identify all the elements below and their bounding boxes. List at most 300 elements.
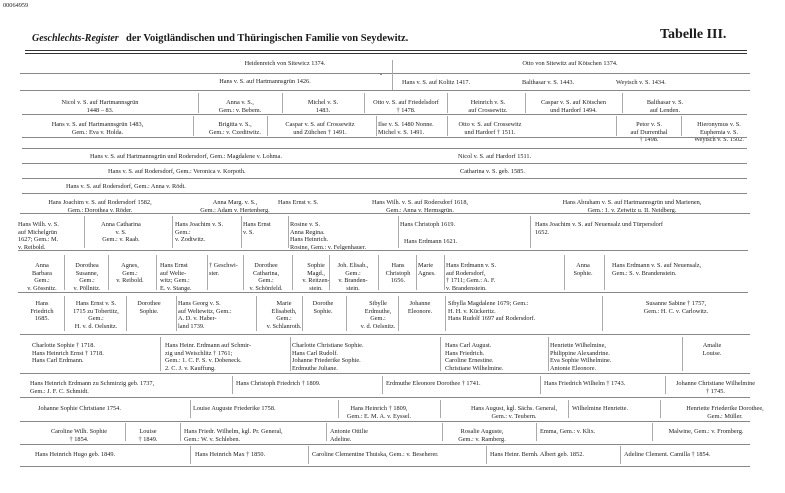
entry-line: 1685. (34, 315, 50, 323)
entry-line: Hans Heinrich Hugo geb. 1849. (35, 451, 116, 458)
column-divider (125, 423, 126, 441)
person-entry (150, 78, 380, 86)
entry-line: v. d. Oelsnitz. (360, 322, 396, 330)
column-divider (156, 255, 157, 290)
person-entry (292, 342, 402, 372)
entry-line: Hans (391, 262, 405, 269)
person-entry (517, 199, 747, 214)
entry-line: Hans Ernst (160, 262, 188, 269)
entry-line: Susanne, (75, 269, 99, 277)
entry-line: v. Branden- (338, 277, 368, 285)
entry-line: Hans August, kgl. Sächs. General, (470, 405, 558, 412)
entry-line: 1483. (315, 106, 331, 114)
entry-line: Anna Regina. (290, 228, 325, 236)
entry-line: Hans Friedrich Wilhelm † 1743. (544, 380, 626, 387)
column-divider (444, 255, 445, 290)
entry-line: Anna (576, 262, 590, 269)
person-entry (526, 99, 621, 114)
person-entry (22, 262, 62, 292)
person-entry (684, 121, 754, 144)
person-entry (30, 380, 220, 395)
entry-line: Hans Abraham v. S. auf Hartmannsgrün und Marienen, (562, 199, 702, 206)
entry-line: Gem.: Adam v. Hertenberg. (200, 206, 270, 214)
column-divider (290, 337, 291, 371)
entry-line: Sibylle (369, 300, 387, 307)
generation-rule (22, 148, 747, 149)
entry-line: Louise Auguste Friederike 1758. (193, 405, 276, 412)
entry-line: Malwine, Gem.: v. Fromberg. (668, 428, 744, 435)
entry-line: 1715 zu Tobertitz, (73, 307, 119, 315)
entry-line: Marie (418, 262, 434, 269)
column-divider (376, 116, 377, 136)
table-label: Tabelle III. (660, 27, 727, 42)
generation-rule (20, 397, 750, 398)
person-entry (38, 405, 188, 413)
entry-line: Erdmuthe, (364, 307, 392, 315)
entry-line: Rosine, Gem.: v. Felgenhauer. (290, 243, 367, 251)
entry-line: v. S. (243, 228, 254, 236)
entry-line: A. D. v. Haber- (178, 315, 217, 323)
entry-line: Erdmuthe Eleonore Dorothee † 1741. (386, 380, 481, 387)
person-entry (616, 79, 696, 87)
generation-rule (22, 114, 747, 115)
entry-line: und Hardorf 1494. (550, 106, 597, 114)
entry-line: Hans Christoph Friedrich † 1809. (236, 380, 321, 387)
entry-line: Balthasar v. S. 1443. (522, 79, 575, 86)
entry-line: Heinrich v. S. (470, 99, 506, 106)
person-entry (20, 199, 180, 214)
column-divider (292, 255, 293, 290)
entry-line: Johanne Friederike Sophie. (292, 357, 361, 365)
person-entry (522, 79, 602, 87)
entry-line: v. Pöllnitz. (73, 284, 101, 292)
column-divider (326, 423, 327, 441)
entry-line: Gem.: (276, 315, 292, 323)
column-divider (616, 116, 617, 136)
entry-line: Gem.: (122, 269, 138, 277)
entry-line: Hans (35, 300, 49, 307)
entry-line: Hans Heinrich Max † 1850. (195, 451, 266, 458)
entry-line: Otto v. S. auf Crossewitz (458, 121, 522, 128)
entry-line: Otto von Sitewitz auf Kötschen 1374. (522, 60, 618, 67)
person-entry (668, 380, 763, 395)
column-divider (540, 376, 541, 394)
person-entry (400, 300, 440, 315)
entry-line: v. Zodtwitz. (175, 236, 206, 244)
column-divider (232, 376, 233, 394)
column-divider (172, 216, 173, 248)
entry-line: Gem.: v. Teubern. (491, 412, 537, 420)
entry-line: Dorothee (137, 300, 161, 307)
entry-line: † Geschwi- (209, 262, 238, 269)
entry-line: land 1739. (178, 322, 205, 330)
column-divider (440, 400, 441, 418)
column-divider (620, 446, 621, 464)
entry-line: Weytsch v. S. 1434. (616, 79, 666, 86)
column-divider (288, 216, 289, 248)
entry-line: Philippine Alexandrine. (550, 349, 610, 357)
column-divider (536, 423, 537, 441)
column-divider (486, 446, 487, 464)
column-divider (398, 296, 399, 331)
entry-line: Gem.: (370, 315, 386, 323)
person-entry (243, 262, 289, 292)
generation-rule (20, 73, 750, 74)
doc-title-fraktur: Geschlechts-Register (32, 33, 119, 44)
entry-line: Gem.: (79, 277, 95, 285)
entry-line: zig und Weischlitz † 1761; (165, 349, 233, 357)
entry-line: Sophie. (573, 269, 593, 277)
entry-line: † 1498. (639, 136, 659, 144)
person-entry (278, 199, 338, 207)
entry-line: Gem.: v. Bebem. (218, 106, 262, 114)
entry-line: Caspar v. S. auf Kötschen (541, 99, 606, 106)
entry-line: Friedrich (30, 307, 54, 315)
person-entry (404, 238, 494, 246)
entry-line: Christoph (385, 269, 411, 277)
person-entry (35, 451, 155, 459)
person-entry (35, 428, 123, 443)
entry-line: 1627; Gem.: M. (18, 236, 59, 244)
entry-line: Sophie. (313, 307, 333, 315)
entry-line: † 1711; Gem.: A. F. (446, 277, 496, 285)
person-entry (540, 428, 610, 436)
entry-line: Hans Heinr. Erdmann auf Schmir- (165, 342, 252, 349)
doc-title: der Voigtländischen und Thüringischen Familie von Seydewitz. (126, 33, 409, 44)
entry-line: Marie (276, 300, 292, 307)
entry-line: Henriette Friederike Dorothee, (686, 405, 764, 412)
person-entry (448, 99, 528, 114)
column-divider (338, 400, 339, 418)
entry-line: Hans Wilh. v. S. auf Rodersdorf 1618, (371, 199, 469, 206)
column-divider (302, 296, 303, 331)
entry-line: Hans Heinrich † 1809, (350, 405, 408, 412)
column-divider (442, 423, 443, 441)
entry-line: Dorothea (75, 262, 99, 269)
entry-line: Ilse v. S. 1480 Nonne. (378, 121, 434, 128)
entry-line: Gem.: H. C. v. Carlowitz. (643, 307, 709, 315)
person-entry (160, 262, 208, 292)
entry-line: Antonie Eleonore. (550, 364, 597, 372)
entry-line: Gem.: v. Ramberg. (458, 435, 506, 443)
entry-line: † 1854. (69, 435, 89, 443)
entry-line: Gem.: (88, 315, 104, 323)
entry-line: Anna Catharina (101, 221, 141, 228)
person-entry (550, 342, 660, 372)
generation-rule (20, 444, 750, 445)
person-entry (342, 405, 416, 420)
column-divider (660, 400, 661, 418)
entry-line: Hans Georg v. S. (178, 300, 221, 307)
entry-line: Gem.: Anna v. Hermsgrün. (386, 206, 454, 214)
person-entry (365, 99, 447, 114)
person-entry (544, 380, 666, 388)
entry-line: Hans Friedr. Wilhelm, kgl. Pr. General, (184, 428, 283, 435)
generation-rule (22, 137, 747, 138)
entry-line: Hans Heinrich. (290, 236, 329, 244)
entry-line: v. Gössnitz. (27, 284, 57, 292)
entry-line: Elisabeth, (271, 307, 297, 315)
person-entry (178, 300, 253, 330)
entry-line: Hans Joachim v. S. auf Rodersdorf 1582, (48, 199, 152, 206)
person-entry (470, 60, 670, 68)
entry-line: auf Lenden. (649, 106, 681, 114)
generation-rule (22, 178, 747, 179)
person-entry (450, 121, 530, 136)
entry-line: Hans Wilh. v. S. (18, 221, 59, 228)
entry-line: Hans v. S. auf Hartmannsgrün und Rodersdorf, Gem.: Magdalene v. Lohma. (90, 153, 282, 160)
person-entry (328, 262, 378, 292)
entry-line: ster. (209, 269, 220, 277)
person-entry (175, 221, 245, 244)
entry-line: Eva Sophie Wilhelmine. (550, 357, 612, 365)
entry-line: Johanne Sophie Christiane 1754. (38, 405, 121, 412)
column-divider (665, 376, 666, 394)
entry-line: Louise. (702, 349, 722, 357)
person-entry (32, 342, 144, 365)
entry-line: Hans Carl Rudolf. (292, 349, 338, 357)
entry-line: Hieronymus v. S. (697, 121, 741, 128)
column-divider (190, 400, 191, 418)
entry-line: Eleonore. (407, 307, 433, 315)
column-divider (243, 255, 244, 290)
generation-rule (380, 74, 382, 75)
column-divider (392, 60, 393, 90)
person-entry (665, 405, 785, 420)
generation-rule (20, 334, 750, 335)
column-divider (398, 216, 399, 248)
person-entry (24, 300, 60, 323)
entry-line: Rosine v. S. (290, 221, 321, 228)
column-divider (180, 423, 181, 441)
person-entry (200, 99, 280, 114)
person-entry (446, 262, 516, 292)
entry-line: auf Welte- (160, 269, 187, 277)
person-entry (270, 121, 370, 136)
entry-line: Hans Heinr. Bernh. Albert geb. 1852. (490, 451, 584, 458)
person-entry (66, 262, 108, 292)
column-divider (382, 376, 383, 394)
entry-line: † 1745. (706, 387, 725, 395)
column-divider (530, 216, 531, 248)
column-divider (364, 93, 365, 113)
entry-line: Hans Carl August. (445, 342, 492, 349)
entry-line: v. S. (115, 228, 127, 236)
entry-line: Wilhelmine Henriette. (572, 405, 629, 412)
person-entry (380, 262, 416, 285)
entry-line: † 1478. (396, 106, 416, 114)
person-entry (606, 300, 746, 315)
entry-line: Catharina, (252, 269, 280, 277)
entry-line: auf Crossewitz. (468, 106, 508, 114)
person-entry (418, 262, 444, 277)
column-divider (564, 255, 565, 290)
entry-line: Catharina v. S. geb. 1585. (460, 168, 525, 175)
entry-line: Hans v. S. auf Hartmannsgrün 1483, (51, 121, 144, 128)
generation-rule (20, 373, 750, 374)
entry-line: Louise (139, 428, 157, 435)
entry-line: Caroline Clementine Thuiska, Gem.: v. Beseherer. (312, 451, 439, 458)
column-divider (176, 296, 177, 331)
entry-line: v. Schönfeld. (249, 284, 283, 292)
entry-line: Caroline Wilh. Sophie (50, 428, 108, 435)
entry-line: v. Reitzen- (302, 277, 330, 285)
entry-line: Hans Erdmann v. S. auf Neuensalz, (612, 262, 702, 269)
entry-line: Otto v. S. auf Friedelsdorf (373, 99, 439, 106)
column-divider (160, 337, 161, 371)
entry-line: v. Reibold. (18, 243, 46, 251)
entry-line: Nicol v. S. auf Hardorf 1511. (458, 153, 532, 160)
entry-line: Hans Erdmann v. S. (446, 262, 497, 269)
entry-line: Petor v. S. (636, 121, 662, 128)
column-divider (282, 93, 283, 113)
entry-line: H. v. d. Oelsnitz. (74, 322, 118, 330)
entry-line: 1656. (390, 277, 406, 285)
person-entry (458, 153, 578, 161)
person-entry (260, 300, 308, 330)
person-entry (312, 451, 472, 459)
entry-line: Balthasar v. S. (646, 99, 684, 106)
person-entry (283, 99, 363, 114)
generation-rule (18, 250, 748, 251)
person-entry (193, 405, 293, 413)
person-entry (630, 99, 700, 114)
entry-line: v. Schlanroth. (266, 322, 302, 330)
entry-line: Gem.: (258, 277, 274, 285)
entry-line: Heidenreich von Sitewicz 1374. (244, 60, 326, 67)
header-rule (25, 50, 747, 51)
entry-line: Gem.: W. v. Schleben. (184, 435, 241, 443)
entry-line: Magd., (307, 269, 325, 277)
entry-line: Rosalie Auguste, (460, 428, 504, 435)
entry-line: Christiane Wilhelmine. (445, 364, 504, 372)
person-entry (535, 221, 735, 236)
entry-line: Sibylla Magdalene 1679; Gem.: (448, 300, 529, 307)
entry-line: Erdmuthe Juliane. (292, 364, 338, 372)
entry-line: Hans Joachim v. S. (175, 221, 224, 228)
column-divider (568, 400, 569, 418)
entry-line: Agnes. (418, 269, 436, 277)
entry-line: Gem.: S. v. Brandenstein. (612, 269, 677, 277)
generation-rule (22, 163, 747, 164)
person-entry (460, 168, 570, 176)
generation-rule (18, 292, 748, 293)
column-divider (652, 423, 653, 441)
column-divider (682, 337, 683, 371)
person-entry (190, 199, 280, 214)
column-divider (198, 93, 199, 113)
entry-line: Nicol v. S. auf Hartmannsgrün (61, 99, 139, 106)
column-divider (64, 296, 65, 331)
column-divider (445, 296, 446, 331)
column-divider (256, 296, 257, 331)
entry-line: Johanne (409, 300, 431, 307)
entry-line: Gem.: J. F. C. Schmidt. (30, 387, 89, 395)
entry-line: Emma, Gem.: v. Klix. (540, 428, 596, 435)
column-divider (604, 255, 605, 290)
entry-line: Brigitta v. S., (218, 121, 252, 128)
column-divider (126, 296, 127, 331)
person-entry (378, 121, 444, 136)
generation-rule (20, 466, 750, 467)
person-entry (209, 262, 243, 277)
column-divider (241, 216, 242, 248)
person-entry (290, 221, 400, 251)
entry-line: Amalie (702, 342, 722, 349)
person-entry (243, 221, 283, 236)
entry-line: Sophie (307, 262, 325, 269)
entry-line: Anna Marg. v. S., (212, 199, 258, 206)
entry-line: Gem.: 1. v. Zetwitz u. II. Neidberg. (587, 206, 677, 214)
column-divider (447, 116, 448, 136)
person-entry (165, 342, 295, 372)
person-entry (448, 300, 598, 323)
column-divider (525, 93, 526, 113)
entry-line: Anna (35, 262, 49, 269)
entry-line: Hans Friedrich. (445, 349, 485, 357)
entry-line: Henriette Wilhelmine, (550, 342, 606, 349)
generation-rule (22, 193, 747, 194)
entry-line: Hans Heinrich Erdmann zu Schmirzig geb. 1737, (30, 380, 155, 387)
person-entry (692, 342, 732, 357)
entry-line: Gem.: (345, 269, 361, 277)
entry-line: Gem.: Dorothea v. Röder. (67, 206, 133, 214)
column-divider (329, 255, 330, 290)
person-entry (656, 428, 756, 436)
person-entry (66, 300, 126, 330)
entry-line: Caspar v. S. auf Crossewitz (285, 121, 355, 128)
column-divider (416, 255, 417, 290)
person-entry (195, 121, 275, 136)
entry-line: stein. (346, 284, 360, 292)
column-divider (681, 116, 682, 136)
person-entry (110, 262, 150, 285)
entry-line: H. H. v. Kückeritz. (448, 307, 496, 315)
entry-line: v. Brandenstein. (446, 284, 487, 292)
entry-line: witz; Gem.: (160, 277, 190, 285)
person-entry (445, 342, 545, 372)
generation-rule (20, 213, 750, 214)
person-entry (400, 221, 490, 229)
entry-line: Sophie. (139, 307, 159, 315)
entry-line: Gem.: Eva v. Holda. (71, 128, 124, 136)
person-entry (128, 300, 170, 315)
person-entry (236, 380, 356, 388)
entry-line: Barbara (32, 269, 52, 277)
generation-rule (20, 421, 750, 422)
person-entry (330, 428, 390, 443)
entry-line: Weytsch v. S. 1502. (694, 136, 744, 144)
column-divider (622, 93, 623, 113)
entry-line: Hans Carl Erdmann. (32, 357, 84, 365)
entry-line: Susanne Sabine † 1757, (645, 300, 707, 307)
entry-line: Adeline. (330, 435, 352, 443)
entry-line: Antonie Ottilie (330, 428, 368, 435)
entry-line: Hans Christoph 1619. (400, 221, 456, 228)
person-entry (386, 380, 516, 388)
entry-line: Gem.: v. Czeditwitz. (209, 128, 261, 136)
entry-line: Gem.: (175, 228, 191, 236)
person-entry (348, 300, 408, 330)
entry-line: v. Reibold. (116, 277, 144, 285)
entry-line: Michel v. S. 1491. (378, 128, 425, 136)
header-rule (25, 53, 747, 54)
person-entry (402, 79, 502, 87)
person-entry (490, 451, 630, 459)
column-divider (267, 116, 268, 136)
person-entry (30, 121, 165, 136)
person-entry (108, 168, 388, 176)
